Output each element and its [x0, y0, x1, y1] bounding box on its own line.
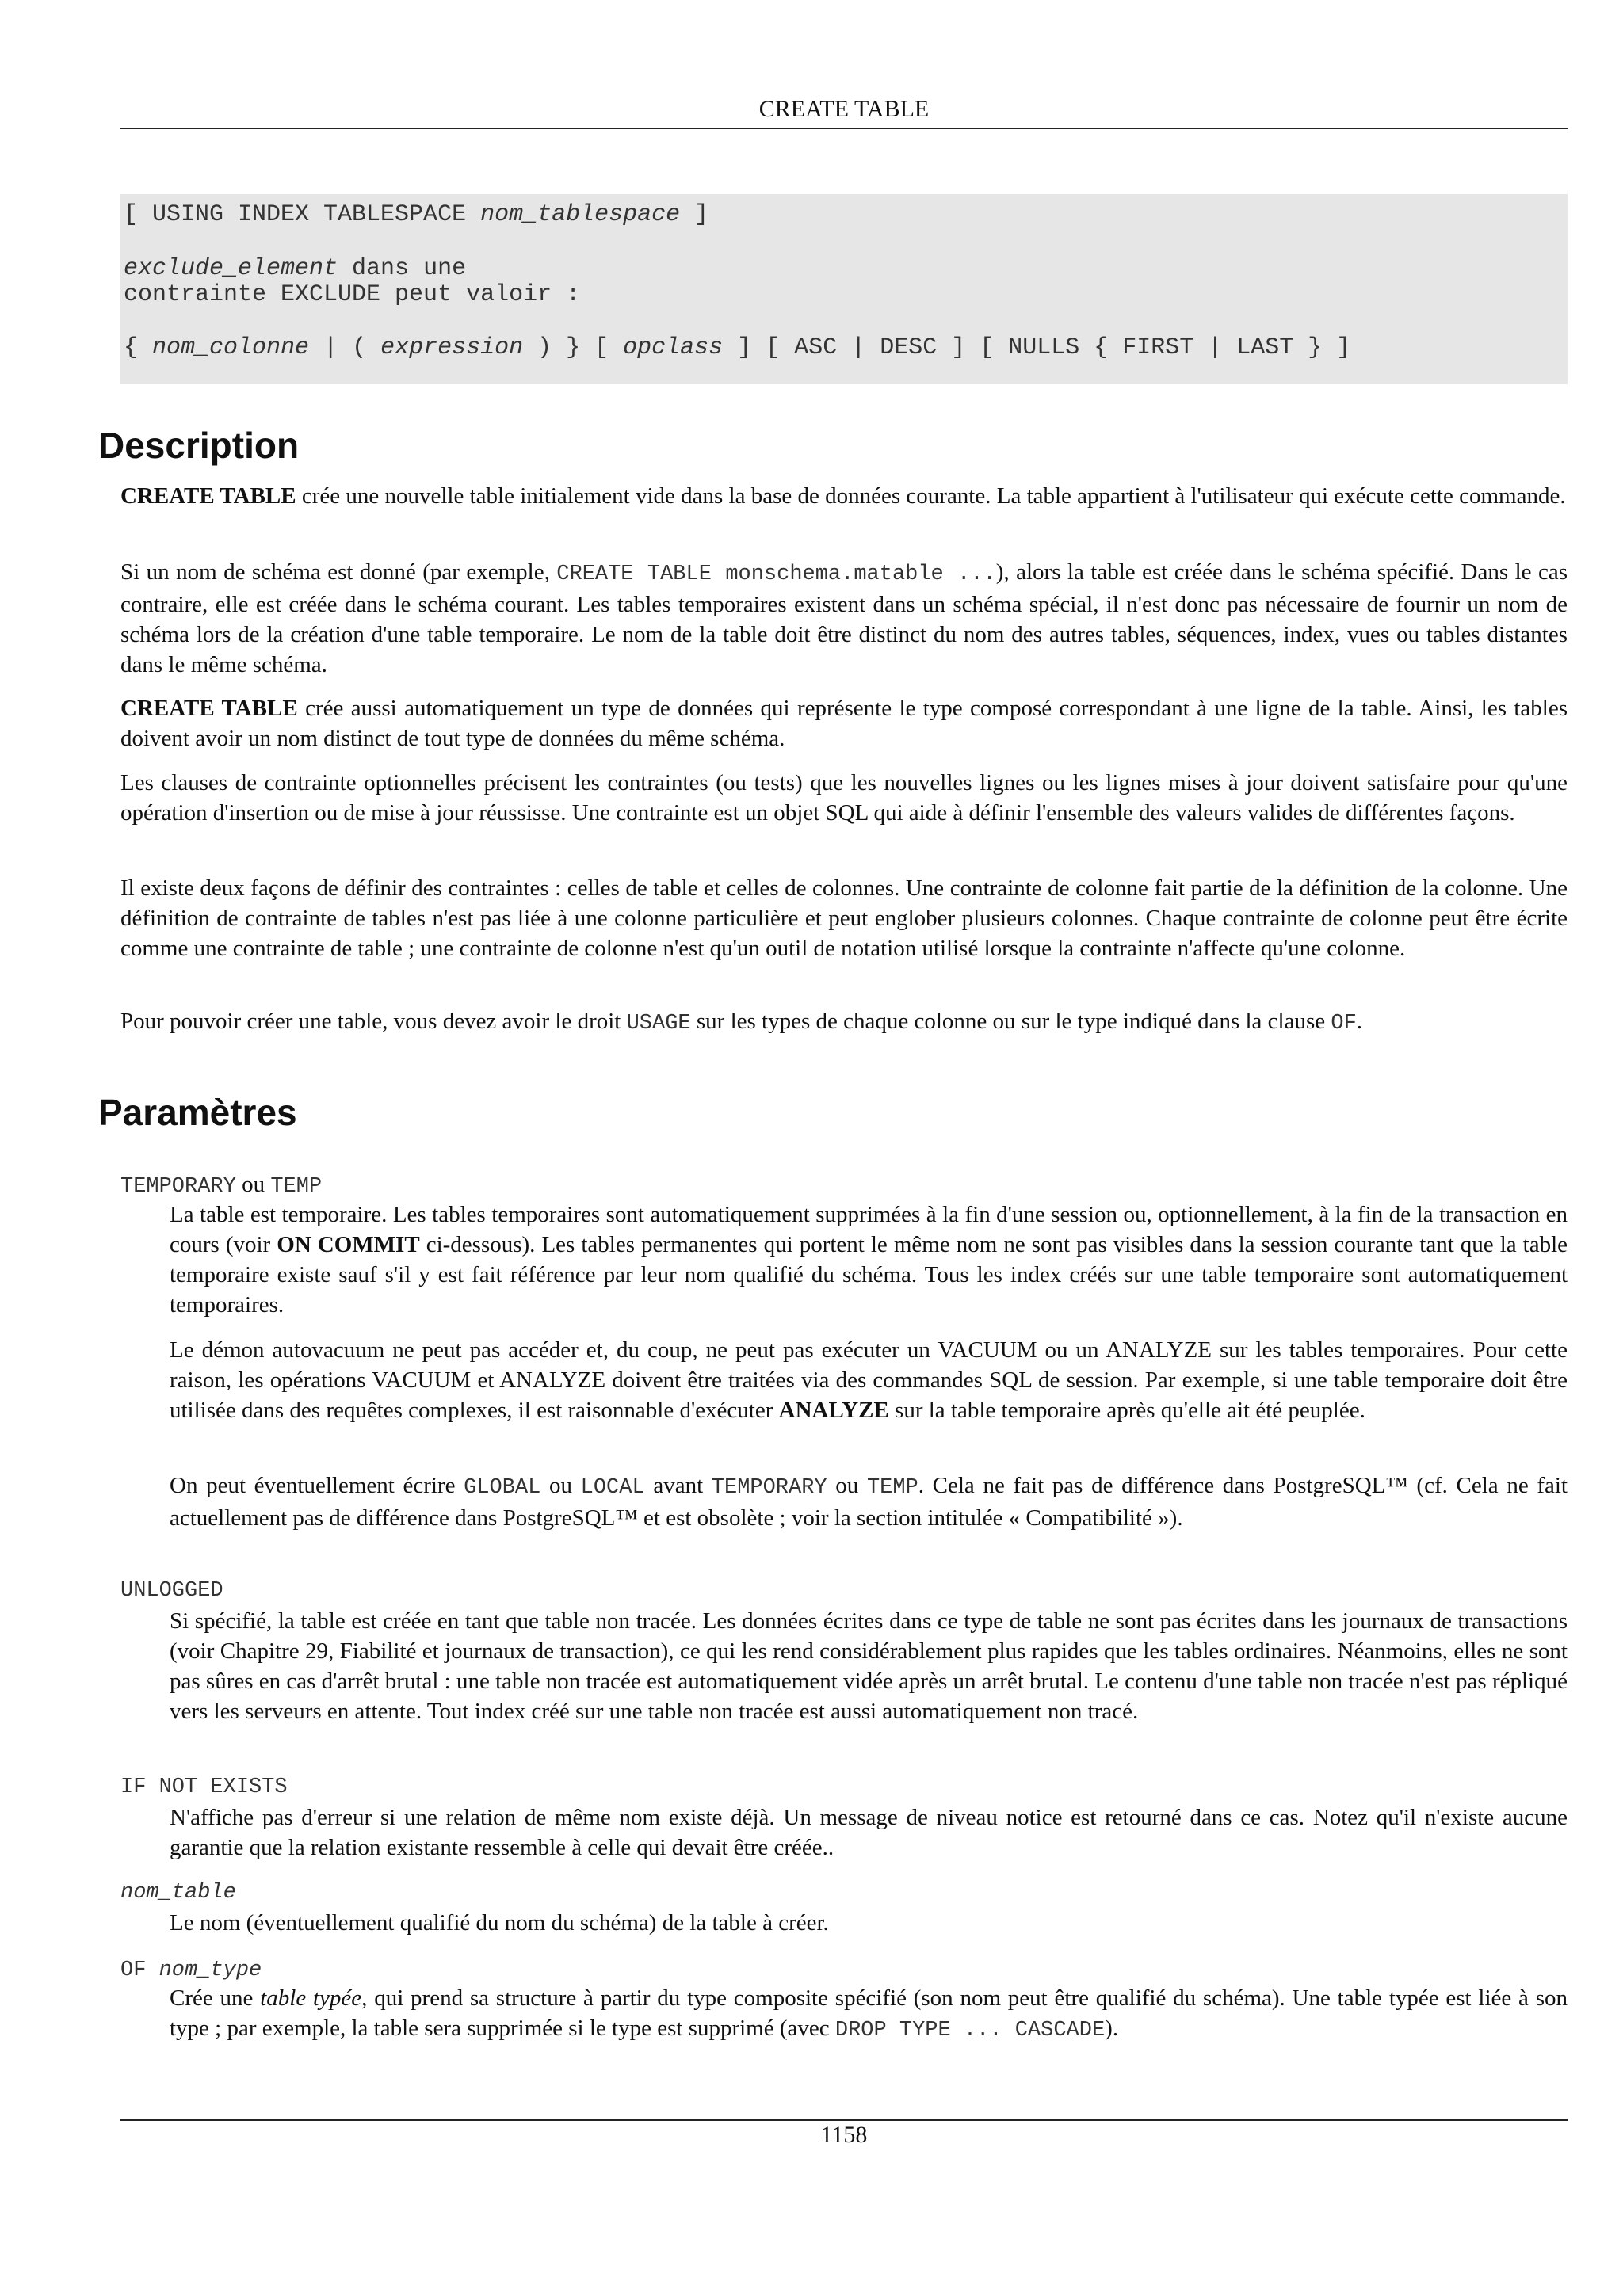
definition-text: . Cela ne fait pas de différence dans PostgreSQL™ (cf. Cela ne fait actuellement pas de différence dans PostgreSQL™ et est obsolète ; voir la section intitulée « Compatibilité »).: [170, 1473, 1568, 1531]
synopsis-line-4: [124, 334, 1350, 361]
code-literal: OF: [1331, 1012, 1357, 1035]
definition-text: ou: [540, 1473, 581, 1498]
code-literal: OF: [120, 1958, 159, 1982]
paragraph-text: .: [1356, 1009, 1363, 1034]
page-number: 1158: [820, 2122, 868, 2148]
description-paragraph-1: [120, 481, 1568, 511]
code-literal: CREATE TABLE monschema.matable ...: [556, 563, 996, 586]
term-text: ou: [235, 1172, 271, 1197]
code-literal: TEMP: [866, 1476, 918, 1500]
definition-text: ).: [1105, 2016, 1119, 2041]
synopsis-var: nom_tablespace: [480, 201, 681, 228]
keyword-bold: ANALYZE: [778, 1398, 889, 1423]
definition-temporary-2: [170, 1335, 1568, 1425]
definition-text: ou: [827, 1473, 867, 1498]
term-unlogged: UNLOGGED: [120, 1579, 223, 1603]
code-literal: TEMP: [270, 1175, 323, 1199]
description-paragraph-2: [120, 557, 1568, 680]
paragraph-text: Pour pouvoir créer une table, vous devez avoir le droit: [120, 1009, 627, 1034]
code-literal: TEMPORARY: [120, 1175, 236, 1199]
command-name: CREATE TABLE: [120, 483, 296, 509]
definition-unlogged: Si spécifié, la table est créée en tant que table non tracée. Les données écrites dans ce type de table ne sont pas écrites dans les journaux de transactions (voir Chapitre 29, Fiabilité et journaux de transaction), ce qui les rend considérablement plus rapides que les tables ordinaires. Néanmoins, elles ne sont pas sûres en cas d'arrêt brutal : une table non tracée est automatiquement vidée après un arrêt brutal. Le contenu d'une table non tracée n'est pas répliqué vers les serveurs en attente. Tout index créé sur une table non tracée est aussi automatiquement non tracé.: [170, 1608, 1568, 1724]
term-if-not-exists: IF NOT EXISTS: [120, 1775, 288, 1799]
term-of-nom-type: [120, 1953, 262, 1985]
description-heading: Description: [98, 425, 300, 466]
paragraph-text: crée aussi automatiquement un type de données qui représente le type composé correspondant à une ligne de la table. Ainsi, les tables doivent avoir un nom distinct de tout type de données du même schéma.: [120, 696, 1568, 751]
definition-text: sur la table temporaire après qu'elle ait été peuplée.: [888, 1398, 1365, 1423]
definition-text: ci-dessous). Les tables permanentes qui portent le même nom ne sont pas visibles dans la session courante tant que la table temporaire existe sauf s'il y est fait référence par leur nom qualifié du schéma. Tous les index créés sur une table temporaire sont automatiquement temporaires.: [170, 1232, 1568, 1318]
description-paragraph-3: [120, 693, 1568, 753]
synopsis-text: | (: [309, 334, 381, 361]
definition-text: Crée une: [170, 1985, 261, 2011]
term-temporary: [120, 1169, 322, 1202]
parametres-heading: Paramètres: [98, 1092, 297, 1133]
keyword-bold: ON COMMIT: [277, 1232, 420, 1257]
paragraph-text: crée une nouvelle table initialement vide dans la base de données courante. La table appartient à l'utilisateur qui exécute cette commande.: [296, 483, 1566, 509]
emphasis-text: table typée: [260, 1985, 362, 2011]
synopsis-var: expression: [380, 334, 524, 361]
synopsis-line-2: [124, 255, 466, 282]
definition-text: On peut éventuellement écrire: [170, 1473, 464, 1498]
code-literal: TEMPORARY: [711, 1476, 827, 1500]
synopsis-var: exclude_element: [124, 255, 338, 282]
definition-temporary-1: [170, 1199, 1568, 1320]
code-literal: DROP TYPE ... CASCADE: [834, 2019, 1106, 2042]
definition-text: , qui prend sa structure à partir du type composite spécifié (son nom peut être qualifié du schéma). Une table typée est liée à son type ; par exemple, la table sera supprimée si le type est supprimé (avec: [170, 1985, 1568, 2041]
command-name: CREATE TABLE: [120, 696, 298, 721]
code-variable: nom_type: [158, 1958, 262, 1982]
description-paragraph-5: Il existe deux façons de définir des contraintes : celles de table et celles de colonnes. Une contrainte de colonne fait partie de la définition de la colonne. Une définition de contrainte de tables n'est pas liée à une colonne particulière et peut englober plusieurs colonnes. Chaque contrainte de colonne peut être écrite comme une contrainte de table ; une contrainte de colonne n'est qu'un outil de notation utilisé lorsque la contrainte n'affecte qu'une colonne.: [120, 875, 1568, 961]
synopsis-var: nom_colonne: [152, 334, 310, 361]
definition-of-nom-type: [170, 1983, 1568, 2046]
definition-text: Le démon autovacuum ne peut pas accéder et, du coup, ne peut pas exécuter un VACUUM ou un ANALYZE sur les tables temporaires. Pour cette raison, les opérations VACUUM et ANALYZE doivent être traitées via des commandes SQL de session. Par exemple, si une table temporaire doit être utilisée dans des requêtes complexes, il est raisonnable d'exécuter: [170, 1337, 1568, 1423]
definition-temporary-3: [170, 1470, 1568, 1533]
header-rule: [120, 128, 1568, 129]
paragraph-text: ), alors la table est créée dans le schéma spécifié. Dans le cas contraire, elle est créée dans le schéma courant. Les tables temporaires existent dans un schéma spécial, il n'est donc pas nécessaire de fournir un nom de schéma lors de la création d'une table temporaire. Le nom de la table doit être distinct du nom des autres tables, séquences, index, vues ou tables distantes dans le même schéma.: [120, 559, 1568, 677]
definition-text: avant: [644, 1473, 712, 1498]
code-literal: USAGE: [626, 1012, 691, 1035]
definition-text: La table est temporaire. Les tables temporaires sont automatiquement supprimées à la fin d'une session ou, optionnellement, à la fin de la transaction en cours (voir: [170, 1202, 1568, 1257]
synopsis-text: [ USING INDEX TABLESPACE: [124, 201, 481, 228]
page-header-title: CREATE TABLE: [758, 96, 930, 122]
paragraph-text: Si un nom de schéma est donné (par exemple,: [120, 559, 557, 585]
description-paragraph-6: [120, 1006, 1568, 1039]
synopsis-text: {: [124, 334, 153, 361]
synopsis-text: ]: [680, 201, 709, 228]
paragraph-text: sur les types de chaque colonne ou sur le type indiqué dans la clause: [690, 1009, 1331, 1034]
synopsis-box: [120, 194, 1568, 384]
synopsis-line-3: contrainte EXCLUDE peut valoir :: [124, 281, 581, 308]
synopsis-var: opclass: [623, 334, 724, 361]
synopsis-text: dans une: [338, 255, 467, 282]
definition-nom-table: Le nom (éventuellement qualifié du nom du schéma) de la table à créer.: [170, 1910, 829, 1936]
code-literal: LOCAL: [580, 1476, 645, 1500]
synopsis-line-1: [124, 201, 708, 228]
synopsis-text: ) } [: [523, 334, 624, 361]
description-paragraph-4: Les clauses de contrainte optionnelles précisent les contraintes (ou tests) que les nouvelles lignes ou les lignes mises à jour doivent satisfaire pour qu'une opération d'insertion ou de mise à jour réussisse. Une contrainte est un objet SQL qui aide à définir l'ensemble des valeurs valides de différentes façons.: [120, 770, 1568, 826]
term-nom-table: nom_table: [120, 1881, 236, 1905]
code-literal: GLOBAL: [464, 1476, 541, 1500]
synopsis-text: ] [ ASC | DESC ] [ NULLS { FIRST | LAST } ]: [723, 334, 1351, 361]
definition-if-not-exists: N'affiche pas d'erreur si une relation de même nom existe déjà. Un message de niveau notice est retourné dans ce cas. Notez qu'il n'existe aucune garantie que la relation existante ressemble à celle qui devait être créée..: [170, 1805, 1568, 1860]
